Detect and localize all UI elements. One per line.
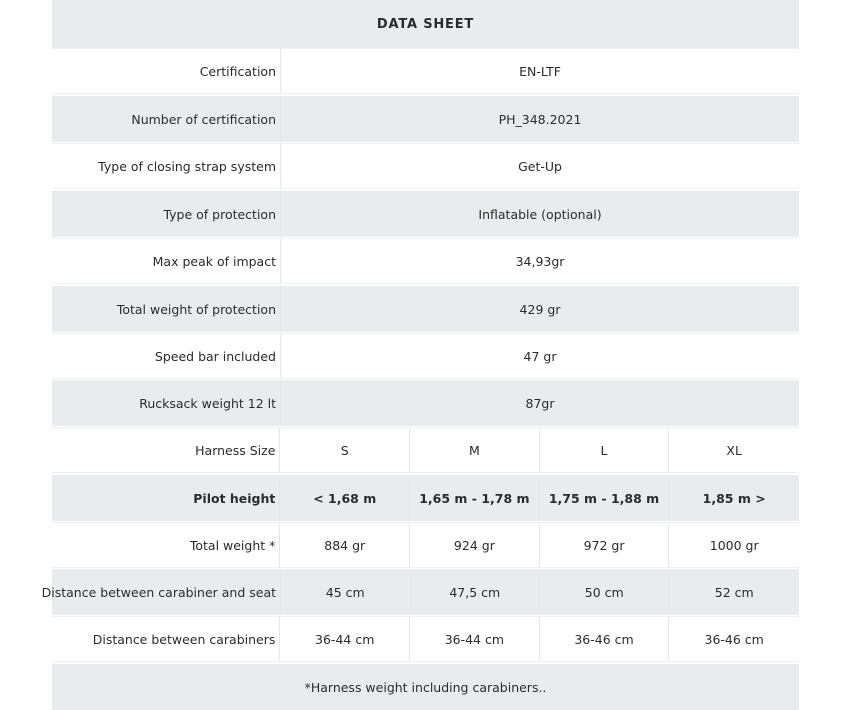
row-protection-type	[52, 191, 799, 237]
size-cell: M	[409, 428, 539, 472]
row-label: Total weight of protection	[116, 301, 276, 317]
size-cell: < 1,68 m	[279, 475, 409, 521]
size-cell: 45 cm	[280, 569, 410, 615]
row-value: Get-Up	[280, 144, 799, 188]
row-label: Distance between carabiners	[52, 617, 279, 661]
row-value: 429 gr	[280, 286, 799, 332]
row-label: Pilot height	[193, 490, 276, 506]
size-cell: 36-46 cm	[539, 617, 669, 661]
size-cell: XL	[668, 428, 799, 472]
row-value: 47 gr	[280, 334, 799, 378]
row-label: Max peak of impact	[52, 239, 280, 283]
row-carabiner-seat-distance	[41, 569, 799, 615]
size-cell: 972 gr	[539, 523, 669, 567]
size-cell: 36-46 cm	[668, 617, 799, 661]
size-cell: 1,85 m >	[668, 475, 799, 521]
row-label: Rucksack weight 12 lt	[139, 395, 276, 411]
row-label: Distance between carabiner and seat	[41, 584, 276, 600]
size-cell: 50 cm	[539, 569, 669, 615]
row-closing-strap-system	[52, 143, 799, 189]
row-label: Speed bar included	[52, 334, 280, 378]
size-cell: 36-44 cm	[279, 617, 409, 661]
size-cell: S	[279, 428, 409, 472]
size-cell: 47,5 cm	[410, 569, 540, 615]
row-certification-number	[52, 96, 799, 142]
size-cell: 924 gr	[409, 523, 539, 567]
data-sheet-table	[41, 0, 799, 710]
row-protection-weight	[52, 286, 799, 332]
row-label: Total weight *	[52, 523, 279, 567]
row-value: 87gr	[280, 380, 799, 426]
row-pilot-height	[52, 475, 799, 521]
size-cell: 1000 gr	[668, 523, 799, 567]
row-certification	[52, 48, 799, 94]
size-cell: L	[539, 428, 669, 472]
row-label: Certification	[52, 49, 280, 93]
footnote: *Harness weight including carabiners..	[52, 664, 799, 710]
row-value: PH_348.2021	[280, 96, 799, 142]
row-label: Type of protection	[163, 206, 276, 222]
size-cell: 52 cm	[669, 569, 800, 615]
row-value: EN-LTF	[280, 49, 799, 93]
size-cell: 884 gr	[279, 523, 409, 567]
row-speed-bar	[52, 333, 799, 379]
row-label: Harness Size	[52, 428, 279, 472]
row-value: Inflatable (optional)	[280, 191, 799, 237]
size-cell: 1,65 m - 1,78 m	[409, 475, 539, 521]
row-carabiners-distance	[52, 616, 799, 662]
row-harness-size	[52, 427, 799, 473]
row-total-weight	[52, 522, 799, 568]
size-cell: 36-44 cm	[409, 617, 539, 661]
size-cell: 1,75 m - 1,88 m	[539, 475, 669, 521]
row-max-peak-impact	[52, 238, 799, 284]
table-title: DATA SHEET	[52, 0, 799, 48]
row-value: 34,93gr	[280, 239, 799, 283]
row-label: Number of certification	[131, 111, 276, 127]
row-rucksack-weight	[52, 380, 799, 426]
row-label: Type of closing strap system	[52, 144, 280, 188]
